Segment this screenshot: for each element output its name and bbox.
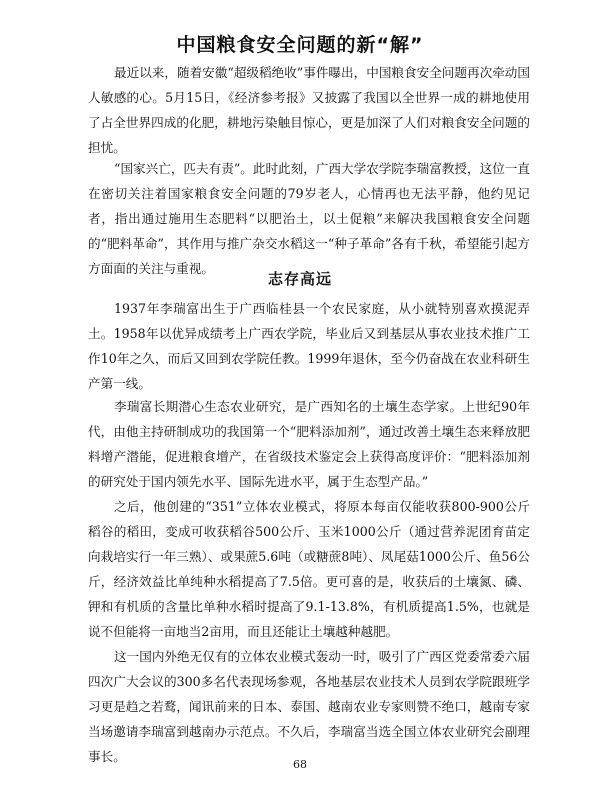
paragraph-intro-2: “国家兴亡，匹夫有责”。此时此刻，广西大学农学院李瑞富教授，这位一直在密切关注着国家粮食安全问题的79岁老人，心情再也无法平静，他约见记者，指出通过施用生态肥料“以肥治土，以土促粮”来解决我国粮食安全问题的“肥料革命”，其作用与推广杂交水稻这一“种子革命”各有千秋，希望能引起方方面面的关注与重视。 [88,161,530,276]
section-heading: 志存高远 [267,270,332,288]
paragraph-body-2: 李瑞富长期潜心生态农业研究，是广西知名的土壤生态学家。上世纪90年代，由他主持研制成功的我国第一个“肥料添加剂”，通过改善土壤生态来释放肥料增产潜能，促进粮食增产，在省级技术鉴定会上获得高度评价：“肥料添加剂的研究处于国内领先水平、国际先进水平，属于生态型产品。” [88,399,530,489]
paragraph-body-3: 之后，他创建的“351”立体农业模式，将原本每亩仅能收获800-900公斤稻谷的稻田，变成可收获稻谷500公斤、玉米1000公斤（通过营养泥团育苗定向栽培实行一年三熟）、或果蔗5.6吨（或糖蔗8吨）、凤尾菇1000公斤、鱼56公斤，经济效益比单纯种水稻提高了7.5倍。更可喜的是，收获后的土壤氮、磷、钾和有机质的含量比单种水稻时提高了9.1-13.8%，有机质提高1.5%，也就是说不但能将一亩地当2亩用，而且还能让土壤越种越肥。 [88,499,530,639]
paragraph-body-1: 1937年李瑞富出生于广西临桂县一个农民家庭，从小就特别喜欢摸泥弄土。1958年以优异成绩考上广西农学院，毕业后又到基层从事农业技术推广工作10年之久，而后又回到农学院任教。1999年退休，至今仍奋战在农业科研生产第一线。 [88,301,530,391]
page-number: 68 [293,758,307,771]
paragraph-intro-1: 最近以来，随着安徽“超级稻绝收”事件曝出，中国粮食安全问题再次牵动国人敏感的心。5月15日，《经济参考报》又披露了我国以全世界一成的耕地使用了占全世界四成的化肥，耕地污染触目惊心，更是加深了人们对粮食安全问题的担忧。 [88,65,530,155]
article-title: 中国粮食安全问题的新“解” [176,34,424,56]
paragraph-body-4: 这一国内外绝无仅有的立体农业模式轰动一时，吸引了广西区党委常委六届四次广大会议的300多名代表现场参观，各地基层农业技术人员到农学院跟班学习更是趋之若鹜，闻讯前来的日本、泰国、越南农业专家则赞不绝口，越南专家当场邀请李瑞富到越南办示范点。不久后，李瑞富当选全国立体农业研究会副理事长。 [88,649,530,764]
